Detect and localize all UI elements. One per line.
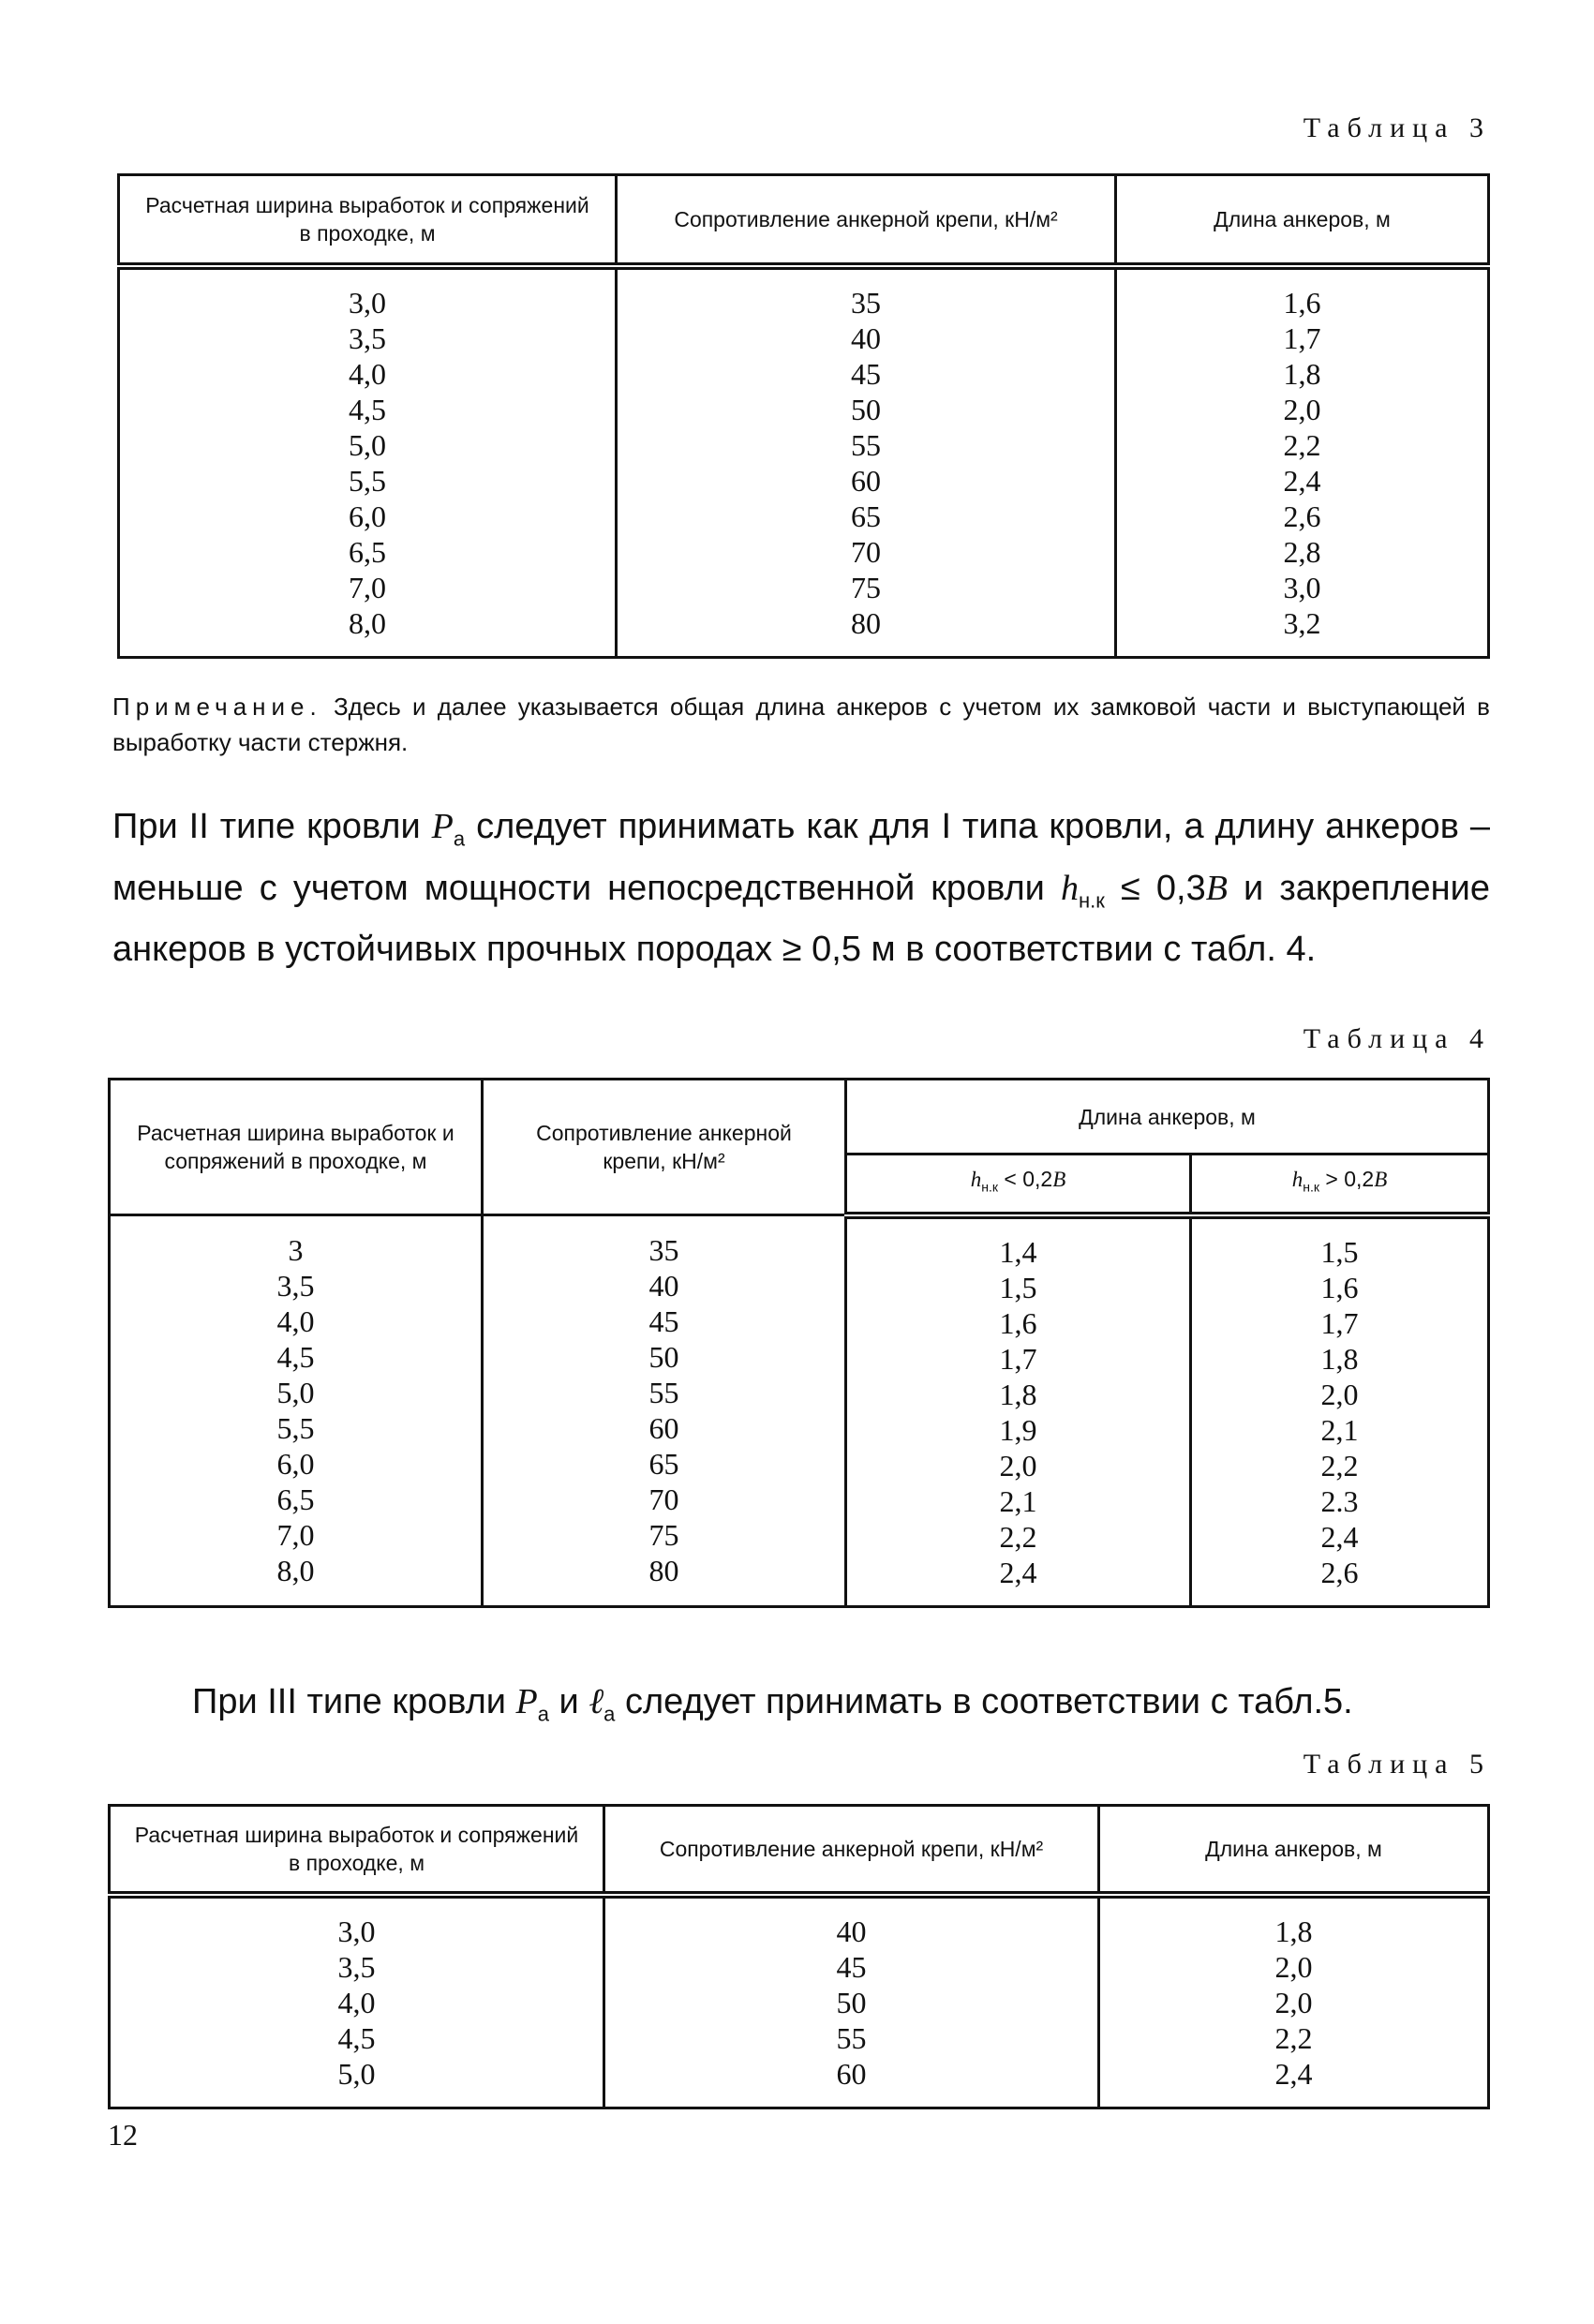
table-cell-value: 5,0 [337,2056,376,2091]
para1-text-3: ≤ 0,3 [1104,868,1206,908]
table5-header-width: Расчетная ширина выработок и сопряжений в проходке, м [110,1806,604,1895]
para1-text-2: следует принимать как для I типа кровли, а длину анкеров – меньше с учетом мощности непосредственной кровли [112,807,1490,908]
table-cell-value: 75 [851,570,881,604]
table3-header-resistance: Сопротивление анкерной крепи, кН/м² [617,175,1116,266]
table-cell-value: 1,8 [1283,356,1321,391]
table-cell-value: 4,0 [276,1304,315,1339]
table4-sub2-text: > 0,2 [1319,1167,1375,1192]
table3-caption: Таблица 3 [1303,112,1491,143]
table-cell-value: 80 [851,605,881,640]
table4-sub1-b: B [1052,1168,1066,1192]
table5 [108,1804,1490,2109]
table-cell-value: 2,4 [1283,463,1321,498]
table-cell-value: 8,0 [349,605,386,640]
table-cell-value: 5,0 [276,1376,315,1410]
table-cell-value: 60 [648,1411,679,1446]
table4-subheader-greater [1191,1155,1489,1215]
table4-sub2-b: B [1374,1168,1388,1192]
para2-text-1: При III типе кровли [192,1682,516,1721]
table-cell-value: 50 [836,1985,867,2019]
table-cell-value: 6,5 [349,534,386,569]
table-cell-value: 35 [851,285,881,320]
table-cell-value: 50 [648,1340,679,1375]
table-cell-value: 2,1 [1320,1412,1359,1447]
table3 [117,173,1490,659]
para1-symbol-p: P [431,807,454,846]
table-cell-value: 1,5 [999,1270,1037,1304]
table4-sub1-text: < 0,2 [998,1167,1053,1192]
table-cell-value: 35 [648,1233,679,1268]
table-cell-value: 6,0 [276,1447,315,1482]
paragraph-roof-type-2 [112,802,1490,974]
table-cell-value: 45 [851,356,881,391]
note-text: Здесь и далее указывается общая длина анкеров с учетом их замковой части и выступающей в выработку части стержня. [112,693,1490,756]
table4-sub1-sub: н.к [981,1180,998,1196]
table-cell-value: 60 [851,463,881,498]
table-cell-value: 3,5 [337,1949,376,1984]
table-cell-value: 50 [851,392,881,426]
para1-symbol-p-sub: а [453,827,466,851]
table-cell-value: 60 [836,2056,867,2091]
table-cell-value: 2,0 [1274,1985,1313,2019]
para2-symbol-p: P [515,1682,538,1721]
table5-header-length: Длина анкеров, м [1099,1806,1489,1895]
table-cell-value: 2,2 [1274,2020,1313,2055]
table-cell-value: 3,0 [349,285,386,320]
para2-symbol-l-sub: а [603,1702,616,1726]
table-cell-value: 1,6 [999,1305,1037,1340]
table-cell-value: 6,0 [349,499,386,533]
table-cell-value: 40 [836,1914,867,1948]
table-cell-value: 2,6 [1283,499,1321,533]
para2-text-3: следует принимать в соответствии с табл.5. [615,1682,1353,1721]
para1-symbol-h: h [1060,868,1079,908]
table-cell-value: 70 [648,1482,679,1517]
table-cell-value: 2,0 [1274,1949,1313,1984]
table-cell-value: 1,9 [999,1412,1037,1447]
table-cell-value: 55 [648,1376,679,1410]
table4-caption: Таблица 4 [1303,1023,1491,1054]
table4-sub2-sub: н.к [1303,1180,1319,1196]
table4-col-width [110,1215,483,1607]
para1-symbol-b: B [1205,868,1228,908]
table-cell-value: 65 [648,1447,679,1482]
table-cell-value: 4,0 [337,1985,376,2019]
table5-col-resistance [604,1895,1099,2108]
table-cell-value: 40 [851,320,881,355]
table3-col-width [119,266,617,658]
table4-sub1-h: h [970,1168,982,1192]
table-cell-value: 2,2 [1283,427,1321,462]
table-cell-value: 3,5 [349,320,386,355]
table-cell-value: 40 [648,1269,679,1304]
table-cell-value: 2,2 [1320,1448,1359,1482]
para2-symbol-l: ℓ [588,1682,604,1721]
para1-text-4: и закрепление анкеров в устойчивых прочных породах ≥ 0,5 м в соответствии с табл. 4. [112,868,1490,970]
table-cell-value: 55 [851,427,881,462]
table-cell-value: 2.3 [1320,1483,1359,1518]
table-cell-value: 5,0 [349,427,386,462]
table-cell-value: 3,0 [1283,570,1321,604]
table-cell-value: 2,0 [1283,392,1321,426]
table-cell-value: 65 [851,499,881,533]
table-cell-value: 2,0 [999,1448,1037,1482]
table-cell-value: 1,8 [1274,1914,1313,1948]
table4-col-resistance [483,1215,846,1607]
paragraph-roof-type-3 [112,1677,1490,1739]
table-cell-value: 3 [288,1233,304,1268]
table4-subheader-less [846,1155,1191,1215]
table3-header-width: Расчетная ширина выработок и сопряжений в проходке, м [119,175,617,266]
table4-sub2-h: h [1291,1168,1304,1192]
table3-col-resistance [617,266,1116,658]
table-cell-value: 2,0 [1320,1377,1359,1411]
table-cell-value: 1,4 [999,1234,1037,1269]
table4-col-length-greater [1191,1215,1489,1607]
table-cell-value: 1,6 [1283,285,1321,320]
table-cell-value: 1,8 [999,1377,1037,1411]
table4-header-resistance: Сопротивление анкерной крепи, кН/м² [483,1080,846,1215]
para2-text-2: и [549,1682,589,1721]
table4 [108,1078,1490,1608]
para1-text-1: При II типе кровли [112,807,432,846]
table3-note [112,689,1490,760]
table-cell-value: 1,8 [1320,1341,1359,1376]
table-cell-value: 4,5 [349,392,386,426]
table-cell-value: 70 [851,534,881,569]
table-cell-value: 6,5 [276,1482,315,1517]
table-cell-value: 2,6 [1320,1555,1359,1589]
table-cell-value: 45 [648,1304,679,1339]
table-cell-value: 2,4 [999,1555,1037,1589]
table5-col-length [1099,1895,1489,2108]
table-cell-value: 45 [836,1949,867,1984]
table-cell-value: 1,5 [1320,1234,1359,1269]
table-cell-value: 1,6 [1320,1270,1359,1304]
table4-header-width: Расчетная ширина выработок и сопряжений в проходке, м [110,1080,483,1215]
table-cell-value: 5,5 [349,463,386,498]
table4-col-length-less [846,1215,1191,1607]
table-cell-value: 4,5 [337,2020,376,2055]
table-cell-value: 3,5 [276,1269,315,1304]
table-cell-value: 2,4 [1274,2056,1313,2091]
table-cell-value: 4,0 [349,356,386,391]
table-cell-value: 1,7 [1283,320,1321,355]
table-cell-value: 2,8 [1283,534,1321,569]
table-cell-value: 2,4 [1320,1519,1359,1554]
table5-col-width [110,1895,604,2108]
table5-caption: Таблица 5 [1303,1749,1491,1780]
table-cell-value: 2,2 [999,1519,1037,1554]
table3-header-length: Длина анкеров, м [1116,175,1489,266]
table-cell-value: 7,0 [349,570,386,604]
table5-header-resistance: Сопротивление анкерной крепи, кН/м² [604,1806,1099,1895]
page-number: 12 [108,2118,138,2152]
para1-symbol-h-sub: н.к [1078,888,1105,913]
table-cell-value: 7,0 [276,1518,315,1553]
table4-header-length: Длина анкеров, м [846,1080,1489,1155]
table-cell-value: 3,2 [1283,605,1321,640]
note-label: Примечание. [112,693,322,721]
table-cell-value: 5,5 [276,1411,315,1446]
table-cell-value: 75 [648,1518,679,1553]
table-cell-value: 8,0 [276,1554,315,1588]
para2-symbol-p-sub: а [537,1702,549,1726]
table-cell-value: 1,7 [999,1341,1037,1376]
table-cell-value: 1,7 [1320,1305,1359,1340]
table-cell-value: 55 [836,2020,867,2055]
table3-col-length [1116,266,1489,658]
table-cell-value: 4,5 [276,1340,315,1375]
table-cell-value: 2,1 [999,1483,1037,1518]
table-cell-value: 3,0 [337,1914,376,1948]
table-cell-value: 80 [648,1554,679,1588]
